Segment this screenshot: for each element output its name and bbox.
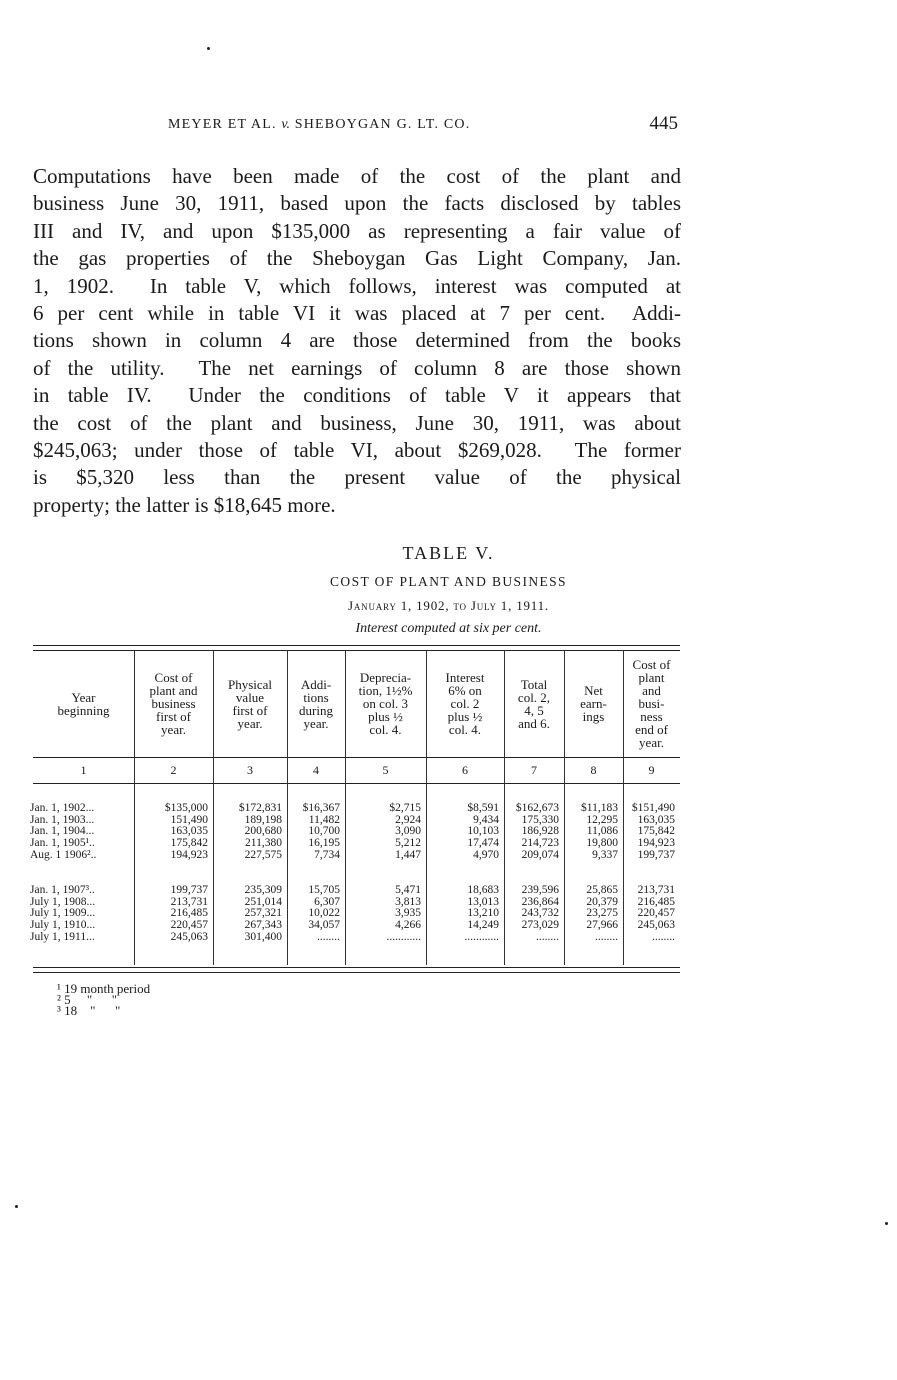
column-header-line: tions: [303, 689, 329, 705]
table-note: Interest computed at six per cent.: [355, 621, 542, 636]
data-column: 199,737 213,731 216,485 220,457 245,063: [170, 884, 208, 943]
column-header-line: Year: [71, 689, 96, 705]
data-column: 5,471 3,813 3,935 4,266 ............: [386, 884, 421, 943]
table-rule: [33, 972, 680, 973]
column-header: [623, 658, 680, 749]
column-header-line: business: [151, 696, 196, 711]
column-header-line: year.: [303, 715, 329, 731]
body-paragraph: [33, 163, 681, 519]
column-header: [33, 691, 134, 717]
column-number: 6: [462, 763, 468, 777]
column-header-line: Deprecia-: [359, 670, 412, 685]
column-header-line: beginning: [57, 702, 110, 718]
table-title: TABLE V.: [402, 543, 495, 563]
column-header-line: col. 4.: [448, 722, 482, 737]
body-line: of the utility. The net earnings of column 8 are those shown: [33, 355, 681, 380]
column-header-line: value: [235, 689, 265, 705]
column-header: [564, 684, 623, 723]
column-number: 1: [80, 763, 87, 777]
column-header-line: year.: [161, 722, 186, 737]
print-speck: [885, 1222, 888, 1225]
data-column: 239,596 236,864 243,732 273,029 ........: [521, 884, 559, 943]
column-header-line: ness: [640, 709, 663, 724]
body-line: Computations have been made of the cost of the plant and: [33, 164, 681, 188]
column-header-line: and 6.: [518, 715, 550, 731]
column-number: 9: [648, 763, 655, 777]
column-header-line: first of: [155, 709, 192, 724]
column-header-line: col. 2,: [517, 689, 551, 705]
year-column: Jan. 1, 1902... Jan. 1, 1903... Jan. 1, 1904... Jan. 1, 1905¹.. Aug. 1 1906²..: [30, 802, 97, 861]
running-head-versus: v.: [281, 117, 291, 132]
column-header-line: end of: [635, 722, 668, 737]
column-header-line: Interest: [445, 670, 485, 685]
column-header-line: during: [299, 702, 333, 718]
page-number: 445: [649, 113, 678, 134]
column-header-line: year.: [639, 735, 664, 750]
column-header-line: Addi-: [300, 676, 332, 692]
data-column: $8,591 9,434 10,103 17,474 4,970: [467, 802, 499, 861]
body-line: business June 30, 1911, based upon the facts disclosed by tables: [33, 191, 681, 216]
column-header: [345, 671, 426, 736]
running-head: [168, 117, 470, 133]
body-line: property; the latter is $18,645 more.: [33, 492, 336, 517]
column-header-line: Physical: [227, 676, 273, 692]
table-subtitle: COST OF PLANT AND BUSINESS: [330, 574, 567, 589]
year-column: Jan. 1, 1907³.. July 1, 1908... July 1, 1909... July 1, 1910... July 1, 1911...: [30, 884, 96, 943]
column-header-line: and: [642, 683, 661, 698]
body-line: in table IV. Under the conditions of table V it appears that: [33, 383, 681, 408]
column-header-line: ings: [582, 709, 605, 724]
column-header-line: 4, 5: [524, 702, 544, 718]
column-header-line: tion, 1½%: [358, 683, 413, 698]
column-header-line: first of: [232, 702, 268, 718]
column-header: [213, 678, 287, 730]
data-column: $172,831 189,198 200,680 211,380 227,575: [238, 802, 282, 861]
column-header-line: earn-: [580, 696, 607, 711]
column-header-line: Cost of: [154, 670, 193, 685]
data-column: $162,673 175,330 186,928 214,723 209,074: [515, 802, 559, 861]
data-column: $2,715 2,924 3,090 5,212 1,447: [389, 802, 421, 861]
body-line: the cost of the plant and business, June 30, 1911, was about: [33, 410, 681, 435]
running-head-parties: MEYER ET AL.: [168, 117, 277, 132]
column-header-line: plus ½: [368, 709, 403, 724]
column-header: [426, 671, 504, 736]
data-column: 213,731 216,485 220,457 245,063 ........: [637, 884, 675, 943]
column-header-line: on col. 3: [362, 696, 409, 711]
body-line: 1, 1902. In table V, which follows, interest was computed at: [33, 273, 681, 298]
table-rule: [33, 967, 680, 968]
table-dates: January 1, 1902, to July 1, 1911.: [348, 598, 549, 613]
column-header-line: busi-: [638, 696, 665, 711]
column-header-line: Net: [584, 683, 603, 698]
column-header: [504, 678, 564, 730]
column-header-line: Cost of: [632, 657, 671, 672]
body-line: tions shown in column 4 are those determined from the books: [33, 328, 681, 353]
data-column: $151,490 163,035 175,842 194,923 199,737: [631, 802, 675, 861]
column-header-line: 6% on: [448, 683, 482, 698]
data-column: $16,367 11,482 10,700 16,195 7,734: [302, 802, 340, 861]
table-rule: [33, 650, 680, 651]
column-number: 7: [531, 763, 537, 777]
data-column: 235,309 251,014 257,321 267,343 301,400: [244, 884, 282, 943]
column-header-line: year.: [237, 715, 263, 731]
body-line: the gas properties of the Sheboygan Gas Light Company, Jan.: [33, 246, 681, 271]
running-header: [168, 113, 688, 137]
column-header-line: plant: [638, 670, 665, 685]
running-head-respondent: SHEBOYGAN G. LT. CO.: [294, 117, 471, 132]
column-header: [287, 678, 345, 730]
column-number: 3: [247, 763, 253, 777]
column-number: 2: [170, 763, 177, 777]
body-line: 6 per cent while in table VI it was placed at 7 per cent. Addi-: [33, 301, 681, 326]
data-column: $135,000 151,490 163,035 175,842 194,923: [164, 802, 208, 861]
data-column: 15,705 6,307 10,022 34,057 ........: [308, 884, 340, 943]
print-speck: [207, 47, 210, 50]
column-header-line: col. 2: [450, 696, 480, 711]
body-line: is $5,320 less than the present value of the physical: [33, 465, 681, 490]
table-rule: [33, 645, 680, 646]
data-column: 25,865 20,379 23,275 27,966 ........: [586, 884, 618, 943]
footnotes: ¹ 19 month period ² 5 " " ³ 18 " ": [57, 981, 151, 1018]
column-number: 5: [382, 763, 389, 777]
body-line: $245,063; under those of table VI, about $269,028. The former: [33, 438, 681, 463]
table-rule: [33, 783, 680, 784]
data-column: $11,183 12,295 11,086 19,800 9,337: [581, 802, 618, 861]
column-number: 8: [590, 763, 597, 777]
body-line: III and IV, and upon $135,000 as representing a fair value of: [33, 218, 681, 243]
column-header-line: Total: [520, 676, 548, 692]
print-speck: [15, 1205, 18, 1208]
column-header: [134, 671, 213, 736]
column-header-line: plant and: [149, 683, 198, 698]
column-header-line: col. 4.: [369, 722, 402, 737]
data-column: 18,683 13,013 13,210 14,249 ............: [464, 884, 499, 943]
column-number: 4: [313, 763, 319, 777]
column-header-line: plus ½: [447, 709, 483, 724]
table-rule: [33, 757, 680, 758]
